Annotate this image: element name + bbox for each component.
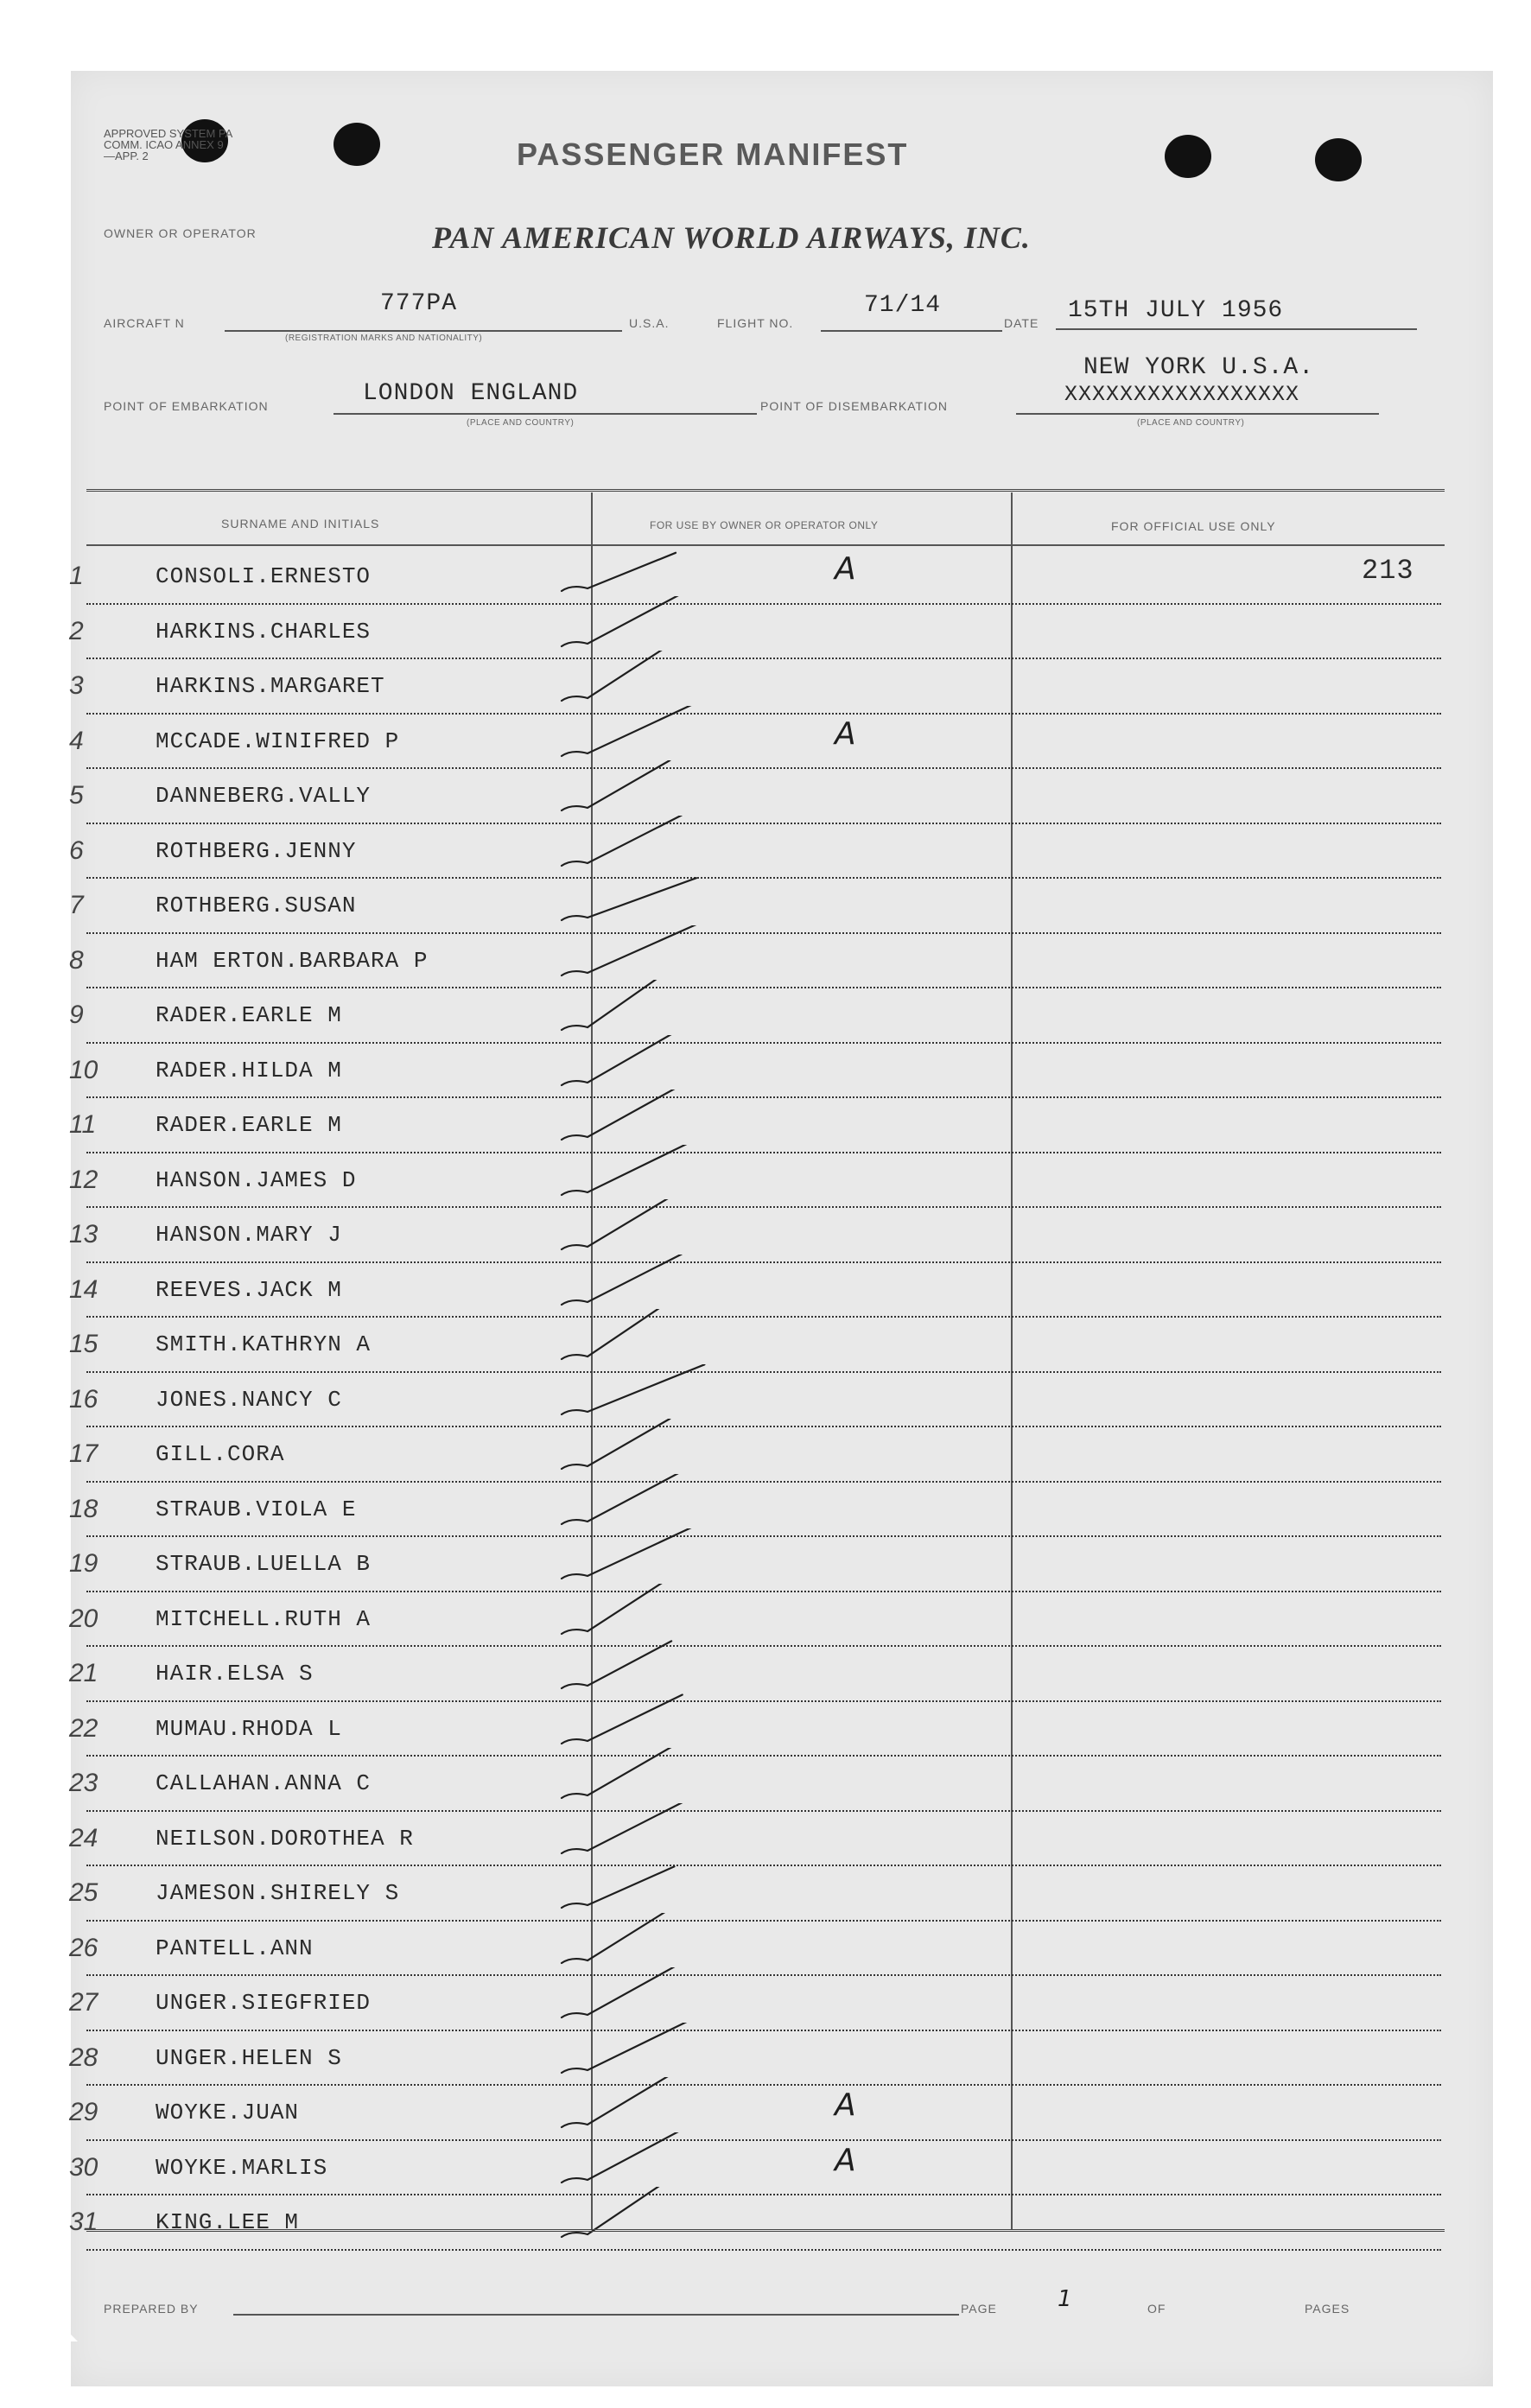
check-mark bbox=[553, 1474, 708, 1534]
check-mark bbox=[553, 596, 708, 657]
row-rule bbox=[86, 823, 1441, 824]
aircraft-line bbox=[225, 330, 622, 332]
passenger-name: CONSOLI.ERNESTO bbox=[156, 563, 372, 589]
flight-label: FLIGHT NO. bbox=[717, 316, 794, 330]
check-mark bbox=[553, 1584, 708, 1644]
annotation-mark: A bbox=[835, 2087, 856, 2123]
aircraft-label: AIRCRAFT N bbox=[104, 316, 185, 330]
embarkation-sublabel: (PLACE AND COUNTRY) bbox=[467, 418, 575, 428]
row-number: 2 bbox=[69, 616, 84, 645]
row-number: 20 bbox=[69, 1604, 98, 1633]
row-rule bbox=[86, 932, 1441, 934]
aircraft-value: 777PA bbox=[380, 290, 458, 317]
prepared-by-line bbox=[233, 2314, 959, 2316]
passenger-name: HAIR.ELSA S bbox=[156, 1661, 314, 1687]
row-number: 26 bbox=[69, 1933, 98, 1962]
passenger-name: PANTELL.ANN bbox=[156, 1935, 314, 1961]
embarkation-value: LONDON ENGLAND bbox=[363, 380, 579, 407]
flight-value: 71/14 bbox=[864, 292, 942, 319]
passenger-name: UNGER.HELEN S bbox=[156, 2044, 342, 2071]
row-rule bbox=[86, 1042, 1441, 1044]
date-line bbox=[1056, 328, 1417, 330]
row-number: 27 bbox=[69, 1988, 98, 2017]
check-mark bbox=[553, 1913, 708, 1973]
row-number: 30 bbox=[69, 2152, 98, 2182]
check-mark bbox=[553, 870, 708, 931]
passenger-name: JAMESON.SHIRELY S bbox=[156, 1880, 400, 1906]
passenger-name: STRAUB.VIOLA E bbox=[156, 1496, 357, 1522]
check-mark bbox=[553, 1090, 708, 1150]
check-mark bbox=[553, 760, 708, 821]
check-mark bbox=[553, 1145, 708, 1205]
row-rule bbox=[86, 1920, 1441, 1922]
annotation-mark: A bbox=[835, 715, 856, 752]
row-number: 18 bbox=[69, 1494, 98, 1523]
passenger-name: ROTHBERG.SUSAN bbox=[156, 893, 357, 918]
annotation-mark: A bbox=[835, 2142, 856, 2178]
passenger-name: NEILSON.DOROTHEA R bbox=[156, 1825, 414, 1852]
row-rule bbox=[86, 1371, 1441, 1373]
disembarkation-sublabel: (PLACE AND COUNTRY) bbox=[1137, 418, 1245, 428]
row-number: 10 bbox=[69, 1055, 98, 1084]
passenger-name: JONES.NANCY C bbox=[156, 1386, 342, 1413]
row-rule bbox=[86, 1700, 1441, 1702]
row-number: 11 bbox=[69, 1110, 97, 1139]
row-number: 31 bbox=[69, 2208, 98, 2236]
operator-name: PAN AMERICAN WORLD AIRWAYS, INC. bbox=[432, 220, 1031, 255]
official-value: 213 bbox=[1362, 555, 1414, 587]
passenger-name: STRAUB.LUELLA B bbox=[156, 1551, 372, 1577]
pages-label: PAGES bbox=[1305, 2302, 1350, 2316]
check-mark bbox=[553, 2132, 708, 2193]
check-mark bbox=[553, 1638, 708, 1699]
row-rule bbox=[86, 1645, 1441, 1647]
check-mark bbox=[553, 1364, 708, 1425]
row-rule bbox=[86, 1810, 1441, 1812]
passenger-name: HARKINS.CHARLES bbox=[156, 618, 372, 645]
passenger-name: WOYKE.JUAN bbox=[156, 2100, 300, 2125]
row-number: 8 bbox=[69, 945, 84, 975]
row-rule bbox=[86, 658, 1441, 659]
approval-stamp: APPROVED SYSTEM PA COMM. ICAO ANNEX 9—APP. 2 bbox=[104, 127, 232, 162]
table-top-rule bbox=[86, 489, 1445, 492]
torn-corner bbox=[26, 2290, 78, 2341]
row-number: 3 bbox=[69, 671, 84, 700]
passenger-name: REEVES.JACK M bbox=[156, 1276, 342, 1303]
annotation-mark: A bbox=[835, 551, 856, 587]
row-rule bbox=[86, 987, 1441, 988]
passenger-name: MUMAU.RHODA L bbox=[156, 1715, 342, 1742]
row-number: 15 bbox=[69, 1330, 98, 1358]
table-bottom-rule bbox=[86, 2229, 1445, 2232]
passenger-name: GILL.CORA bbox=[156, 1441, 285, 1467]
embarkation-line bbox=[334, 413, 757, 415]
row-rule bbox=[86, 1481, 1441, 1483]
row-rule bbox=[86, 1152, 1441, 1153]
check-mark bbox=[553, 1858, 708, 1918]
row-rule bbox=[86, 713, 1441, 715]
column-header-official-use: FOR OFFICIAL USE ONLY bbox=[1111, 519, 1276, 533]
passenger-name: RADER.EARLE M bbox=[156, 1112, 342, 1138]
check-mark bbox=[553, 980, 708, 1040]
row-rule bbox=[86, 767, 1441, 769]
row-rule bbox=[86, 2249, 1441, 2251]
row-rule bbox=[86, 2194, 1441, 2195]
page-number: 1 bbox=[1058, 2286, 1072, 2312]
row-number: 14 bbox=[69, 1274, 98, 1304]
passenger-name: RADER.HILDA M bbox=[156, 1057, 342, 1083]
of-label: OF bbox=[1147, 2302, 1166, 2316]
passenger-name: RADER.EARLE M bbox=[156, 1002, 342, 1028]
row-number: 9 bbox=[69, 1001, 84, 1029]
check-mark bbox=[553, 1748, 708, 1808]
row-number: 12 bbox=[69, 1165, 98, 1194]
disembarkation-value: NEW YORK U.S.A. bbox=[1083, 354, 1315, 381]
passenger-name: MITCHELL.RUTH A bbox=[156, 1605, 372, 1632]
prepared-by-label: PREPARED BY bbox=[104, 2302, 199, 2316]
row-number: 13 bbox=[69, 1220, 98, 1248]
row-rule bbox=[86, 877, 1441, 879]
row-rule bbox=[86, 2084, 1441, 2086]
check-mark bbox=[553, 1255, 708, 1315]
passenger-name: HAM ERTON.BARBARA P bbox=[156, 947, 429, 974]
check-mark bbox=[553, 1199, 708, 1260]
aircraft-sublabel: (REGISTRATION MARKS AND NATIONALITY) bbox=[285, 334, 483, 343]
check-mark bbox=[553, 816, 708, 876]
check-mark bbox=[553, 651, 708, 711]
row-number: 19 bbox=[69, 1549, 98, 1578]
row-number: 23 bbox=[69, 1769, 98, 1797]
row-rule bbox=[86, 2030, 1441, 2031]
punch-hole bbox=[1315, 138, 1362, 181]
passenger-name: DANNEBERG.VALLY bbox=[156, 783, 372, 809]
row-number: 21 bbox=[69, 1659, 98, 1687]
check-mark bbox=[553, 1035, 708, 1096]
row-rule bbox=[86, 1591, 1441, 1592]
disembarkation-label: POINT OF DISEMBARKATION bbox=[760, 399, 948, 413]
row-number: 25 bbox=[69, 1878, 98, 1907]
row-rule bbox=[86, 1426, 1441, 1427]
passenger-name: UNGER.SIEGFRIED bbox=[156, 1990, 372, 2016]
row-rule bbox=[86, 1755, 1441, 1757]
passenger-name: WOYKE.MARLIS bbox=[156, 2154, 328, 2181]
page-label: PAGE bbox=[961, 2302, 997, 2316]
punch-hole bbox=[334, 123, 380, 166]
usa-label: U.S.A. bbox=[629, 316, 670, 330]
check-mark bbox=[553, 2077, 708, 2138]
row-number: 1 bbox=[69, 562, 84, 590]
column-divider-2 bbox=[1011, 492, 1013, 2229]
disembarkation-line bbox=[1016, 413, 1379, 415]
passenger-name: CALLAHAN.ANNA C bbox=[156, 1770, 372, 1796]
row-rule bbox=[86, 1096, 1441, 1098]
check-mark bbox=[553, 1803, 708, 1864]
passenger-name: SMITH.KATHRYN A bbox=[156, 1331, 372, 1357]
row-number: 28 bbox=[69, 2043, 98, 2072]
row-number: 22 bbox=[69, 1713, 98, 1743]
passenger-name: MCCADE.WINIFRED P bbox=[156, 727, 400, 754]
check-mark bbox=[553, 925, 708, 986]
row-number: 29 bbox=[69, 2098, 98, 2126]
header-rule bbox=[86, 544, 1445, 546]
row-number: 4 bbox=[69, 726, 84, 755]
row-rule bbox=[86, 603, 1441, 605]
row-rule bbox=[86, 2139, 1441, 2141]
embarkation-label: POINT OF EMBARKATION bbox=[104, 399, 269, 413]
page-title: PASSENGER MANIFEST bbox=[517, 137, 909, 172]
row-rule bbox=[86, 1261, 1441, 1263]
punch-hole bbox=[1165, 135, 1211, 178]
row-number: 17 bbox=[69, 1439, 98, 1468]
row-number: 16 bbox=[69, 1384, 98, 1414]
row-rule bbox=[86, 1316, 1441, 1318]
passenger-name: ROTHBERG.JENNY bbox=[156, 837, 357, 864]
row-rule bbox=[86, 1974, 1441, 1976]
row-rule bbox=[86, 1535, 1441, 1537]
check-mark bbox=[553, 1528, 708, 1589]
owner-label: OWNER OR OPERATOR bbox=[104, 226, 257, 240]
passenger-name: KING.LEE M bbox=[156, 2209, 300, 2235]
row-number: 24 bbox=[69, 1823, 98, 1852]
row-number: 7 bbox=[69, 891, 84, 919]
column-header-owner-use: FOR USE BY OWNER OR OPERATOR ONLY bbox=[650, 519, 879, 531]
disembarkation-struck: XXXXXXXXXXXXXXXXX bbox=[1064, 382, 1300, 407]
column-header-name: SURNAME AND INITIALS bbox=[221, 517, 380, 531]
check-mark bbox=[553, 541, 708, 601]
check-mark bbox=[553, 1419, 708, 1479]
passenger-name: HANSON.MARY J bbox=[156, 1222, 342, 1248]
date-value: 15TH JULY 1956 bbox=[1068, 297, 1284, 324]
passenger-name: HANSON.JAMES D bbox=[156, 1166, 357, 1193]
check-mark bbox=[553, 706, 708, 766]
check-mark bbox=[553, 1693, 708, 1754]
row-number: 5 bbox=[69, 781, 84, 810]
check-mark bbox=[553, 1309, 708, 1369]
row-rule bbox=[86, 1206, 1441, 1208]
passenger-name: HARKINS.MARGARET bbox=[156, 673, 385, 699]
check-mark bbox=[553, 2023, 708, 2083]
check-mark bbox=[553, 1967, 708, 2028]
check-mark bbox=[553, 2187, 708, 2247]
flight-line bbox=[821, 330, 1002, 332]
row-number: 6 bbox=[69, 835, 84, 865]
row-rule bbox=[86, 1865, 1441, 1866]
date-label: DATE bbox=[1004, 316, 1039, 330]
